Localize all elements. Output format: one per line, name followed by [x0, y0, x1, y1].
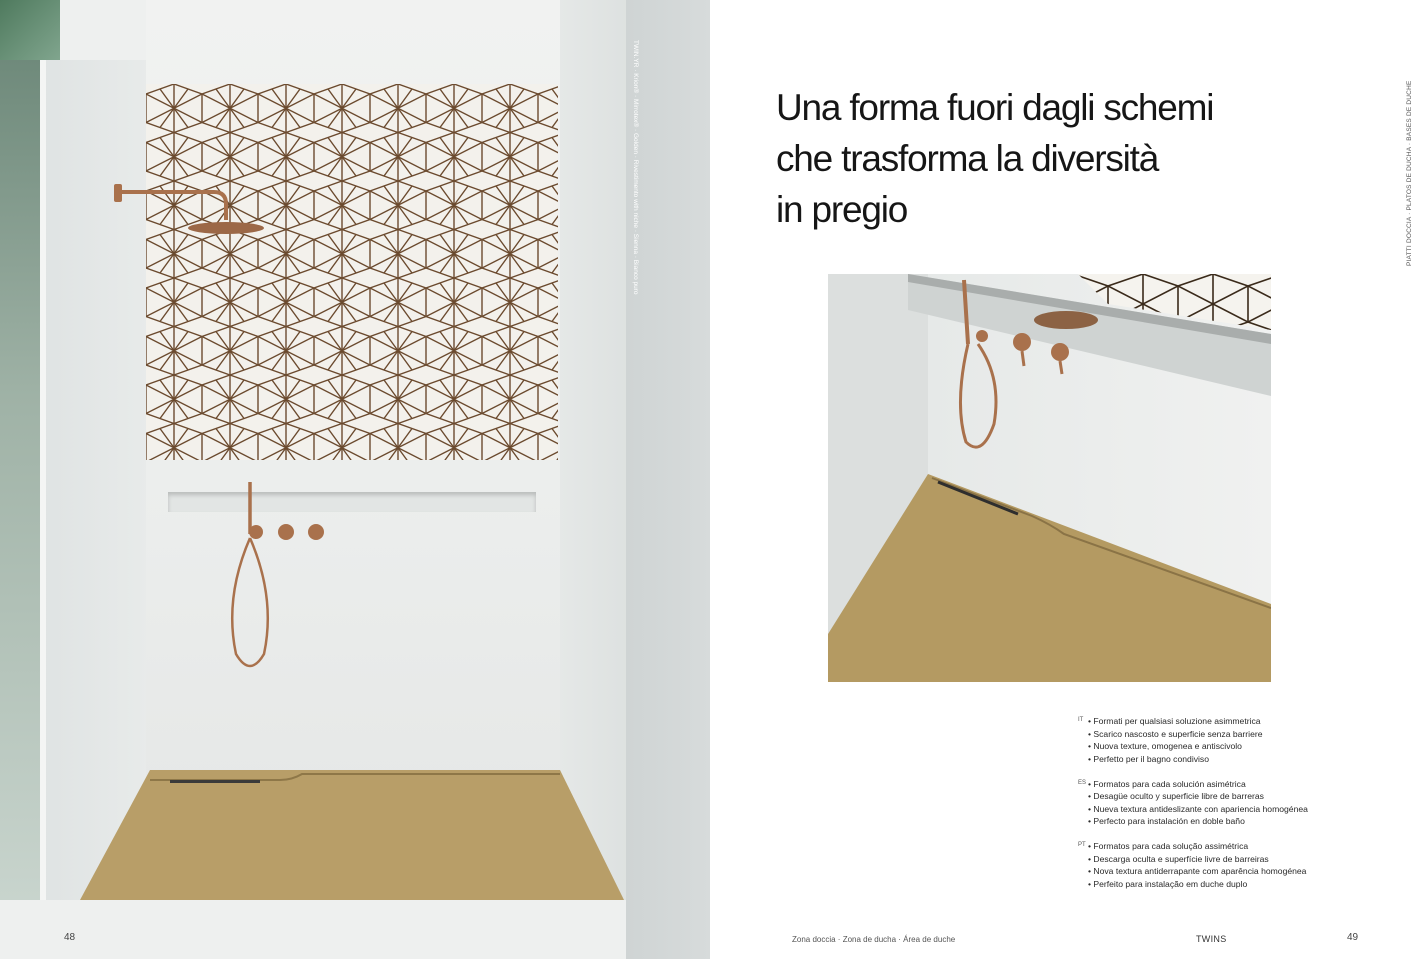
- feature-item: • Nueva textura antideslizante con apariencia homogénea: [1088, 803, 1308, 814]
- headline-line-2: che trasforma la diversità: [776, 138, 1159, 179]
- section-tab: [1406, 56, 1418, 266]
- feature-item: • Perfetto per il bagno condiviso: [1088, 753, 1210, 764]
- photo-caption: [632, 40, 700, 295]
- feature-item: • Nova textura antiderrapante com aparência homogénea: [1088, 866, 1307, 876]
- right-wall: [560, 0, 630, 900]
- feature-item: • Nuova texture, omogenea e antiscivolo: [1088, 741, 1242, 751]
- headline: [776, 82, 1296, 235]
- hand-shower-set: [220, 478, 340, 678]
- lang-code: IT: [1078, 717, 1084, 723]
- floor: [0, 900, 626, 959]
- rain-shower-head: [110, 180, 270, 240]
- right-page: [710, 0, 1420, 959]
- footer-brand: TWINS: [1196, 934, 1227, 944]
- golden-shower-tray: [80, 770, 624, 900]
- detail-photo: [828, 274, 1271, 682]
- headline-line-1: Una forma fuori dagli schemi: [776, 87, 1214, 128]
- photo-caption-text: TWIN.YR · Krion® · Mirrotex® · Golden · Rivestimento with niche · Sienna · Bianco puro: [632, 40, 639, 295]
- detail-photo-svg: [828, 274, 1271, 682]
- star-tile-pattern: [146, 84, 558, 460]
- page-number-right: 49: [1347, 932, 1359, 943]
- features-it: [1078, 715, 1378, 765]
- feature-item: • Descarga oculta e superfície livre de barreiras: [1088, 853, 1269, 864]
- lang-code: ES: [1078, 779, 1087, 786]
- feature-item: • Scarico nascosto e superficie senza barriere: [1088, 728, 1263, 739]
- feature-list: [1078, 715, 1378, 903]
- feature-item: • Formati per qualsiasi soluzione asimmetrica: [1088, 716, 1261, 726]
- star-pattern-svg: [146, 84, 558, 460]
- feature-item: • Desagüe oculto y superficie libre de barreras: [1088, 791, 1264, 801]
- section-tab-text: PIATTI DOCCIA · PLATOS DE DUCHA · BASES DE DUCHE: [1406, 80, 1413, 266]
- window: [0, 60, 46, 900]
- lang-code: PT: [1078, 842, 1086, 848]
- footer-section-label: Zona doccia · Zona de ducha · Área de duche: [792, 935, 956, 944]
- headline-line-3: in pregio: [776, 189, 908, 230]
- feature-item: • Perfecto para instalación en doble baño: [1088, 816, 1245, 826]
- features-es: [1078, 778, 1378, 828]
- feature-item: • Perfeito para instalação em duche duplo: [1088, 878, 1248, 889]
- page-number-left: 48: [64, 932, 76, 943]
- feature-item: • Formatos para cada solución asimétrica: [1088, 778, 1246, 789]
- feature-item: • Formatos para cada solução assimétrica: [1088, 841, 1249, 851]
- features-pt: [1078, 840, 1378, 890]
